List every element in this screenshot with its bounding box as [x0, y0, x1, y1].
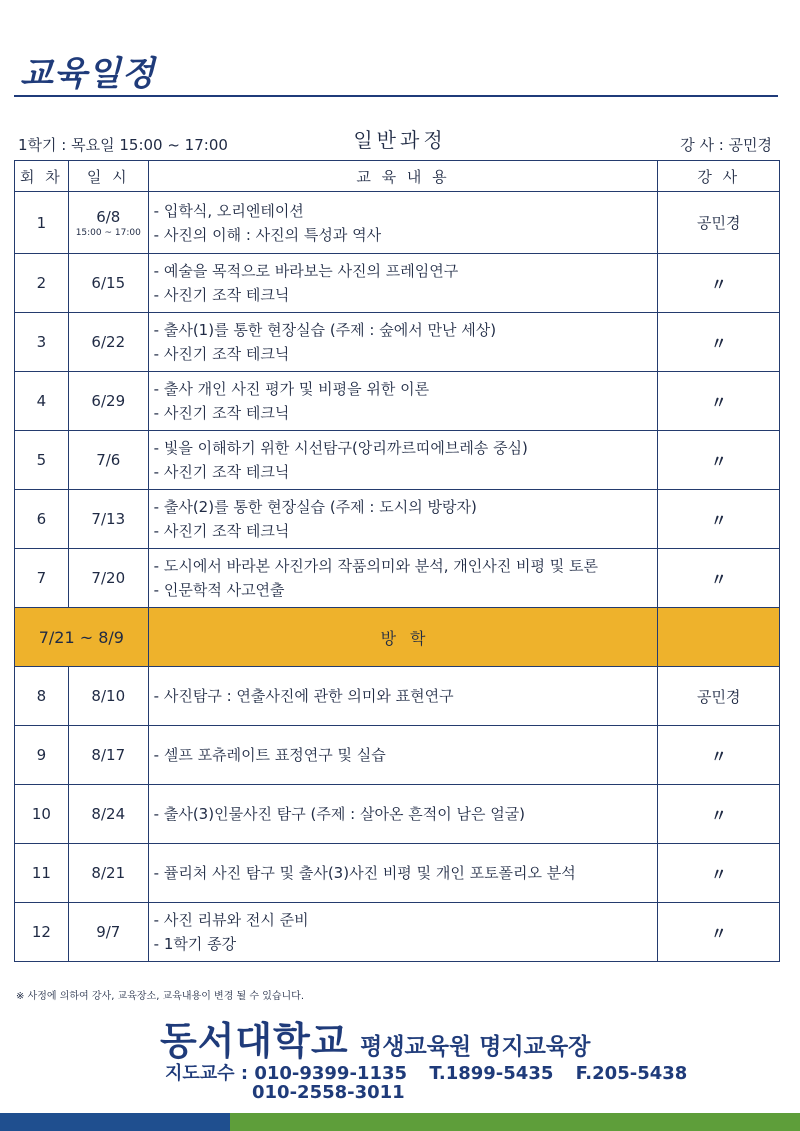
session-date: 8/17 [68, 726, 148, 785]
content-line: - 인문학적 사고연출 [153, 581, 285, 599]
session-no: 11 [15, 844, 69, 903]
footer-bar-blue [0, 1113, 230, 1131]
session-date: 7/6 [68, 431, 148, 490]
session-content [148, 313, 658, 372]
vacation-label: 방학 [148, 608, 658, 667]
table-row [15, 844, 780, 903]
table-row [15, 431, 780, 490]
table-row [15, 549, 780, 608]
tel-number: T.1899-5435 [429, 1063, 554, 1084]
instructor-info: 강 사 : 공민경 [680, 136, 772, 154]
table-row [15, 254, 780, 313]
phone-secondary: 010-2558-3011 [252, 1082, 405, 1103]
content-line: - 사진기 조작 테크닉 [153, 286, 290, 304]
title-divider [14, 95, 778, 97]
table-header-row [15, 161, 780, 192]
content-line: - 사진탐구 : 연출사진에 관한 의미와 표현연구 [153, 687, 454, 705]
table-row [15, 372, 780, 431]
session-content [148, 903, 658, 962]
schedule-table [14, 160, 780, 962]
session-date: 8/24 [68, 785, 148, 844]
session-date: 8/10 [68, 667, 148, 726]
session-teacher: 공민경 [658, 192, 780, 254]
content-line: - 출사(2)를 통한 현장실습 (주제 : 도시의 방랑자) [153, 498, 477, 516]
session-teacher: 〃 [658, 844, 780, 903]
session-no: 12 [15, 903, 69, 962]
header-teacher: 강 사 [658, 161, 780, 192]
session-content [148, 726, 658, 785]
table-row [15, 313, 780, 372]
session-teacher: 〃 [658, 431, 780, 490]
vacation-period: 7/21 ~ 8/9 [15, 608, 149, 667]
content-line: - 사진기 조작 테크닉 [153, 522, 290, 540]
session-teacher: 공민경 [658, 667, 780, 726]
course-name: 일반과정 [353, 128, 447, 152]
content-line: - 출사 개인 사진 평가 및 비평을 위한 이론 [153, 380, 430, 398]
table-row [15, 785, 780, 844]
header-date: 일 시 [68, 161, 148, 192]
phone-primary: 010-9399-1135 [254, 1063, 408, 1084]
content-line: - 사진기 조작 테크닉 [153, 463, 290, 481]
session-content [148, 785, 658, 844]
content-line: - 출사(1)를 통한 현장실습 (주제 : 숲에서 만난 세상) [153, 321, 497, 339]
session-date: 8/21 [68, 844, 148, 903]
session-teacher: 〃 [658, 903, 780, 962]
session-date: 7/20 [68, 549, 148, 608]
contact-line [165, 1059, 687, 1085]
vacation-row [15, 608, 780, 667]
date-time: 15:00 ~ 17:00 [75, 227, 141, 238]
content-line: - 예술을 목적으로 바라보는 사진의 프레임연구 [153, 262, 459, 280]
session-no: 3 [15, 313, 69, 372]
session-date: 9/7 [68, 903, 148, 962]
session-no: 8 [15, 667, 69, 726]
session-no: 6 [15, 490, 69, 549]
semester-info: 1학기 : 목요일 15:00 ~ 17:00 [18, 136, 228, 154]
change-notice: ※ 사정에 의하여 강사, 교육장소, 교육내용이 변경 될 수 있습니다. [16, 991, 305, 1002]
table-row [15, 903, 780, 962]
content-line: - 입학식, 오리엔테이션 [153, 201, 304, 220]
content-line: - 셀프 포츄레이트 표정연구 및 실습 [153, 746, 386, 764]
table-row [15, 667, 780, 726]
session-teacher: 〃 [658, 313, 780, 372]
content-line: - 사진 리뷰와 전시 준비 [153, 911, 309, 929]
content-line: - 출사(3)인물사진 탐구 (주제 : 살아온 흔적이 남은 얼굴) [153, 805, 526, 823]
session-content [148, 667, 658, 726]
header-no: 회 차 [15, 161, 69, 192]
session-date: 6/22 [68, 313, 148, 372]
session-content [148, 490, 658, 549]
session-date [68, 192, 148, 254]
session-no: 4 [15, 372, 69, 431]
session-no: 1 [15, 192, 69, 254]
session-teacher: 〃 [658, 254, 780, 313]
date-main: 6/8 [96, 207, 121, 226]
content-line: - 빛을 이해하기 위한 시선탐구(앙리까르띠에브레송 중심) [153, 439, 528, 457]
session-content [148, 431, 658, 490]
session-no: 7 [15, 549, 69, 608]
session-teacher: 〃 [658, 372, 780, 431]
table-row [15, 192, 780, 254]
session-content [148, 372, 658, 431]
session-content [148, 549, 658, 608]
session-content [148, 844, 658, 903]
table-row [15, 490, 780, 549]
session-teacher: 〃 [658, 490, 780, 549]
footer-bar-green [230, 1113, 800, 1131]
fax-number: F.205-5438 [575, 1063, 688, 1084]
content-line: - 사진의 이해 : 사진의 특성과 역사 [153, 225, 382, 244]
university-name: 동서대학교 [160, 1019, 349, 1063]
page-title: 교육일정 [20, 54, 156, 94]
session-date: 6/15 [68, 254, 148, 313]
session-no: 9 [15, 726, 69, 785]
session-no: 2 [15, 254, 69, 313]
organization-name: 평생교육원 명지교육장 [360, 1034, 591, 1060]
session-teacher: 〃 [658, 785, 780, 844]
content-line: - 퓰리처 사진 탐구 및 출사(3)사진 비평 및 개인 포토폴리오 분석 [153, 864, 576, 882]
contact-label: 지도교수 : [165, 1063, 249, 1084]
session-date: 7/13 [68, 490, 148, 549]
session-content [148, 192, 658, 254]
organization-line [160, 1010, 590, 1065]
content-line: - 도시에서 바라본 사진가의 작품의미와 분석, 개인사진 비평 및 토론 [153, 557, 598, 575]
content-line: - 사진기 조작 테크닉 [153, 404, 290, 422]
vacation-empty [658, 608, 780, 667]
table-row [15, 726, 780, 785]
header-content: 교 육 내 용 [148, 161, 658, 192]
session-no: 5 [15, 431, 69, 490]
content-line: - 1학기 종강 [153, 935, 237, 953]
session-teacher: 〃 [658, 549, 780, 608]
session-no: 10 [15, 785, 69, 844]
session-content [148, 254, 658, 313]
session-teacher: 〃 [658, 726, 780, 785]
session-date: 6/29 [68, 372, 148, 431]
content-line: - 사진기 조작 테크닉 [153, 345, 290, 363]
